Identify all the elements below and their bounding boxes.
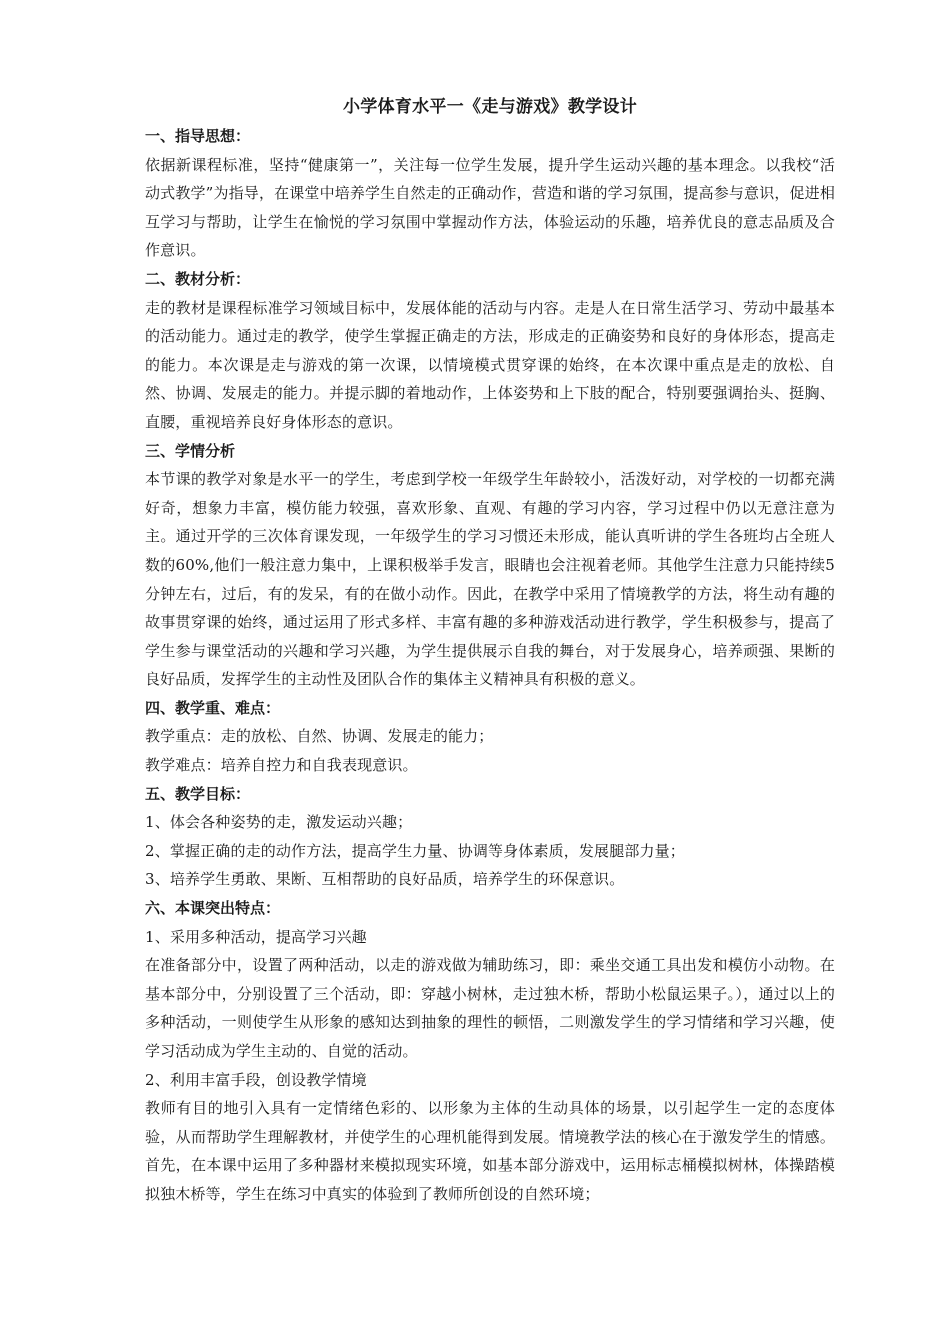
goal-item: 1、体会各种姿势的走，激发运动兴趣；	[145, 813, 413, 832]
document-title: 小学体育水平一《走与游戏》教学设计	[342, 97, 638, 117]
section-heading: 三、学情分析	[145, 441, 236, 460]
section-paragraph: 教学重点：走的放松、自然、协调、发展走的能力；	[145, 727, 494, 746]
section-paragraph: 依据新课程标准，坚持“健康第一”，关注每一位学生发展，提升学生运动兴趣的基本理念。以我校“活动式教学”为指导，在课堂中培养学生自然走的正确动作，营造和谐的学习氛围，提高参与意识，促进相互学习与帮助，让学生在愉悦的学习氛围中掌握动作方法，体验运动的乐趣，培养优良的意志品质及合作意识。	[145, 155, 835, 260]
goal-item: 3、培养学生勇敢、果断、互相帮助的良好品质，培养学生的环保意识。	[145, 870, 625, 889]
section-paragraph: 教师有目的地引入具有一定情绪色彩的、以形象为主体的生动具体的场景，以引起学生一定的态度体验，从而帮助学生理解教材，并使学生的心理机能得到发展。情境教学法的核心在于激发学生的情感。首先，在本课中运用了多种器材来模拟现实环境，如基本部分游戏中，运用标志桶模拟树林，体操踏模拟独木桥等，学生在练习中真实的体验到了教师所创设的自然环境；	[145, 1099, 835, 1203]
highlight-subheading: 1、采用多种活动，提高学习兴趣	[145, 927, 367, 946]
section-highlights	[145, 894, 835, 1209]
section-paragraph: 在准备部分中，设置了两种活动，以走的游戏做为辅助练习，即：乘坐交通工具出发和模仿小动物。在基本部分中，分别设置了三个活动，即：穿越小树林，走过独木桥，帮助小松鼠运果子。），通过以上的多种活动，一则使学生从形象的感知达到抽象的理性的顿悟，二则激发学生的学习情绪和学习兴趣，使学习活动成为学生主动的、自觉的活动。	[145, 956, 835, 1060]
section-student-analysis	[145, 437, 835, 694]
highlight-subheading: 2、利用丰富手段，创设教学情境	[145, 1070, 367, 1089]
section-material-analysis	[145, 265, 835, 437]
section-paragraph: 本节课的教学对象是水平一的学生，考虑到学校一年级学生年龄较小，活泼好动，对学校的一切都充满好奇，想象力丰富，模仿能力较强，喜欢形象、直观、有趣的学习内容，学习过程中仍以无意注意为主。通过开学的三次体育课发现，一年级学生的学习习惯还未形成，能认真听讲的学生各班均占全班人数的60%,他们一般注意力集中，上课积极举手发言，眼睛也会注视着老师。其他学生注意力只能持续5分钟左右，过后，有的发呆，有的在做小动作。因此，在教学中采用了情境教学的方法，将生动有趣的故事贯穿课的始终，通过运用了形式多样、丰富有趣的多种游戏活动进行教学，学生积极参与，提高了学生参与课堂活动的兴趣和学习兴趣，为学生提供展示自我的舞台，对于发展身心，培养顽强、果断的良好品质，发挥学生的主动性及团队合作的集体主义精神具有积极的意义。	[145, 470, 835, 689]
section-guiding-thought	[145, 122, 835, 265]
section-paragraph: 走的教材是课程标准学习领域目标中，发展体能的活动与内容。走是人在日常生活学习、劳动中最基本的活动能力。通过走的教学，使学生掌握正确走的方法，形成走的正确姿势和良好的身体形态，提高走的能力。本次课是走与游戏的第一次课，以情境模式贯穿课的始终，在本次课中重点是走的放松、自然、协调、发展走的能力。并提示脚的着地动作，上体姿势和上下肢的配合，特别要强调抬头、挺胸、直腰，重视培养良好身体形态的意识。	[145, 298, 835, 431]
section-heading: 五、教学目标：	[145, 784, 251, 803]
section-heading: 一、指导思想：	[145, 127, 251, 145]
document-page	[145, 94, 835, 1209]
section-key-difficult-points	[145, 694, 835, 780]
section-heading: 四、教学重、难点：	[145, 698, 281, 717]
section-teaching-goals	[145, 780, 835, 894]
goal-item: 2、掌握正确的走的动作方法，提高学生力量、协调等身体素质，发展腿部力量；	[145, 841, 685, 860]
section-heading: 二、教材分析：	[145, 269, 251, 288]
section-paragraph: 教学难点：培养自控力和自我表现意识。	[145, 756, 418, 775]
section-heading: 六、本课突出特点：	[145, 899, 281, 918]
